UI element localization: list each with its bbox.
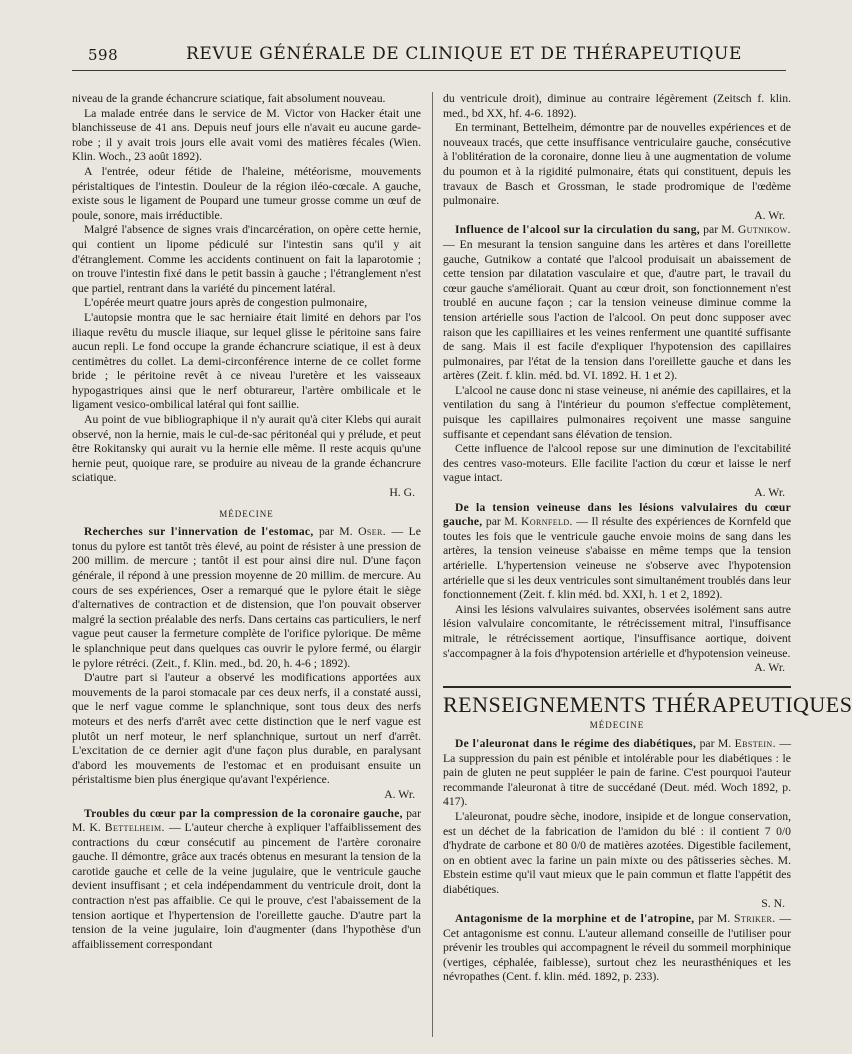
- article-title: Recherches sur l'innervation de l'estomac,: [84, 526, 314, 539]
- signature: A. Wr.: [754, 208, 785, 222]
- author-prefix: par M.: [698, 912, 731, 926]
- signature: S. N.: [761, 897, 785, 911]
- article: [72, 807, 421, 953]
- signature: A. Wr.: [754, 661, 785, 675]
- page-number: 598: [88, 46, 119, 64]
- author-name: Ebstein.: [734, 736, 776, 750]
- paragraph: L'opérée meurt quatre jours après de congestion pulmonaire,: [84, 296, 368, 310]
- section-heading: RENSEIGNEMENTS THÉRAPEUTIQUES: [443, 686, 791, 713]
- author-prefix: par M. K.: [72, 806, 421, 835]
- author-name: Kornfeld.: [520, 515, 573, 529]
- author-prefix: par M.: [699, 736, 732, 750]
- author-name: Oser.: [358, 525, 387, 539]
- author-name: Bettelheim.: [104, 821, 165, 835]
- paragraph: A l'entrée, odeur fétide de l'haleine, météorisme, mouvements péristaltiques de l'intestin. Douleur de la région iléo-cœcale. A gauche, existe sous le ligament de Poupard une tumeur grosse comme un œuf de poule, sonore, mais irréductible.: [72, 164, 421, 222]
- article: [443, 501, 791, 603]
- article: [72, 525, 421, 671]
- paragraph: Au point de vue bibliographique il n'y aurait qu'à citer Klebs qui aurait observé, non la hernie, mais le cul-de-sac péritonéal qui y prélude, et peut être Rokitansky qui aurait vu la hernie elle même. Il reste acquis qu'une hernie peut, quoique rare, se produire au niveau de la grande échancrure sciatique.: [72, 413, 421, 485]
- article: [443, 223, 791, 384]
- paragraph: niveau de la grande échancrure sciatique, fait absolument nouveau.: [72, 92, 386, 105]
- article-text: — Cet antagonisme est connu. L'auteur allemand conseille de l'utiliser pour prévenir les troubles qui accompagnent le réveil du sommeil morphinique (vertiges, céphalée, faiblesse), surtout chez les neurasthéniques et les névropathes (Cent. f. klin. méd. 1892, p. 233).: [443, 912, 792, 984]
- paragraph: Cette influence de l'alcool repose sur une diminution de l'excitabilité des centres vaso-moteurs. Elle facilite l'action du cœur et laisse le nerf vague intact.: [443, 442, 791, 485]
- article-title: Troubles du cœur par la compression de la coronaire gauche,: [84, 807, 403, 820]
- author-name: Gutnikow.: [737, 223, 791, 237]
- paragraph: Malgré l'absence de signes vrais d'incarcération, on opère cette hernie, qui contient un lipome pédiculé sur l'intestin sans qu'il y ait d'étranglement. Comme les accidents continuent on fait la laparotomie ; on trouve l'intestin fixé dans le petit bassin à gauche ; l'étranglement n'est que partiel, rentrant dans la variété du pincement latéral.: [72, 223, 421, 295]
- article-title: De la tension veineuse dans les lésions valvulaires du cœur gauche,: [443, 501, 791, 529]
- paragraph: En terminant, Bettelheim, démontre par de nouvelles expériences et de nouveaux tracés, que cette insuffisance ventriculaire gauche, consécutive à l'oblitération de la coronaire, donne lieu à une augmentation de volume du poumon et à la rigidité pulmonaire, états qui constituent, depuis les travaux de Basch et Grossman, le stade prodromique de l'œdème pulmonaire.: [443, 121, 791, 208]
- signature: H. G.: [389, 486, 415, 500]
- author-prefix: par M.: [318, 525, 353, 539]
- column-divider: [432, 92, 433, 1037]
- author-prefix: par M.: [703, 223, 735, 237]
- article-title: Influence de l'alcool sur la circulation du sang,: [455, 224, 700, 237]
- paragraph: L'alcool ne cause donc ni stase veineuse, ni anémie des capillaires, et la ventilation du sang à l'intérieur du poumon s'effectue complètement, puisque les capillaires pulmonaires reçoivent une masse sanguine suffisante et cependant sans élévation de tension.: [443, 383, 791, 441]
- article: [443, 737, 791, 810]
- paragraph: D'autre part si l'auteur a observé les modifications apportées aux mouvements de la paroi stomacale par ces deux nerfs, il a constaté aussi, que le nerf vague comme le splanchnique, sont tous deux des nerfs moteurs et des nerfs d'arrêt avec cette distinction que le nerf vague est plutôt un nerf moteur, le nerf splanchnique, surtout un nerf d'arrêt. L'excitation de ce dernier agit d'une façon plus durable, en paralysant d'abord les mouvements de l'estomac et en produisant ensuite un péristaltisme bien plus énergique qu'avant l'expérience.: [72, 671, 421, 787]
- paragraph: L'aleuronat, poudre sèche, inodore, insipide et de longue conservation, est un déchet de la fabrication de l'amidon du blé : il contient 7 0/0 d'hydrate de carbone et 80 0/0 de matières azotées. Digestible facilement, on en obtient avec la farine un pain mixte ou des pâtisseries sèches. M. Ebstein estime qu'il vaut mieux que le pain commun et flatte l'appétit des diabétiques.: [443, 809, 791, 896]
- section-label: MÉDECINE: [219, 508, 274, 519]
- article: [443, 912, 791, 985]
- paragraph: Ainsi les lésions valvulaires suivantes, observées isolément sans autre lésion valvulaire concomitante, le rétrécissement mitral, l'insuffisance mitrale, le rétrécissement aortique, l'insuffisance aortique, doivent s'accompagner à la fois d'hypotension artérielle et d'hypotension veineuse.: [443, 602, 791, 660]
- running-head: REVUE GÉNÉRALE DE CLINIQUE ET DE THÉRAPEUTIQUE: [186, 44, 742, 64]
- header-rule: [72, 70, 786, 71]
- author-prefix: par M.: [485, 515, 518, 529]
- article-title: Antagonisme de la morphine et de l'atropine,: [455, 913, 695, 926]
- author-name: Striker.: [734, 912, 776, 926]
- article-title: De l'aleuronat dans le régime des diabétiques,: [455, 737, 697, 750]
- left-column: [72, 92, 421, 1042]
- page-header: [0, 0, 800, 90]
- article-text: — En mesurant la tension sanguine dans les artères et dans l'oreillette gauche, Gutnikow a contaté que l'alcool produisait un abaissement de cette tension par dilatation vasculaire et que, d'autre part, le travail du cœur gauche s'améliorait. Quant au cœur droit, son fonctionnement n'est troublé en aucune façon ; car la tension veineuse diminue comme la tension artérielle sous l'action de l'alcool. On peut donc supposer avec raison que les capilliaires et les veines renferment une quantité suffisante de sang. Mais il est facile d'expliquer l'hypotension des capillaires pulmonaires, par l'état de la tension dans l'oreillette gauche et dans les artères (Zeit. f. klin. méd. bd. VI. 1892. H. 1 et 2).: [443, 237, 791, 383]
- section-label: MÉDECINE: [589, 720, 645, 731]
- article-text: — La suppression du pain est pénible et intolérable pour les diabétiques : le pain de gluten ne peut suppléer le pain de farine. C'est pourquoi l'auteur recommande l'aleuronat à titre de succédané (Deut. méd. Woch 1892, p. 417).: [443, 736, 792, 809]
- paragraph: L'autopsie montra que le sac herniaire était limité en dehors par l'os iliaque revêtu du muscle iliaque, sur lequel glisse le péritoine sans faire aucun repli. Le fond occupe la grande échancrure sciatique, il est à deux centimètres du collet. La demi-circonférence interne de ce collet forme bride ; le péritoine revêt à ce niveau l'uretère et les vaisseaux hypogastriques ainsi que le nerf obturareur, l'artère ombilicale et le ligament vesico-ombilical latéral qui font saillie.: [72, 310, 421, 412]
- right-column: [443, 92, 852, 1042]
- signature: A. Wr.: [384, 787, 415, 801]
- paragraph: La malade entrée dans le service de M. Victor von Hacker était une blanchisseuse de 41 ans. Depuis neuf jours elle n'avait eu aucune garde-robe ; il y avait trois jours elle avait vomi des matières fécales (Wien. Klin. Woch., 23 août 1892).: [72, 106, 421, 164]
- paragraph: du ventricule droit), diminue au contraire légèrement (Zeitsch f. klin. med., bd XX, hf. 4-6. 1892).: [443, 92, 791, 120]
- signature: A. Wr.: [754, 486, 785, 500]
- article-text: — Le tonus du pylore est tantôt très élevé, au point de résister à une pression de 200 millim. de mercure ; tantôt il est pour ainsi dire nul. D'une façon générale, il répond à une pression moyenne de 20 millim. de mercure. Au cours de ses expériences, Oser a remarqué que le pylore était le siège d'alternatives de contraction et de distension, que l'on pouvait observer malgré la section préalable des nerfs. Dans certains cas particuliers, le nerf vague peut causer la fermeture complète de l'orifice pylorique. De même le splanchnique peut dans quelques cas ouvrir le pylore fermé, ou élargir le pylore rétréci. (Zeit., f. Klin. med., bd. 20, h. 4-6 ; 1892).: [72, 525, 421, 670]
- article-text: — L'auteur cherche à expliquer l'affaiblissement des contractions du cœur consécutif au pincement de l'artère coronaire gauche. Il démontre, grâce aux tracés obtenus en mesurant la tension de la carotide gauche et celle de la veine jugulaire, que le ventricule gauche devient insuffisant ; et cela indépendamment du ventricule droit, dont la contraction n'est pas affaiblie. Ce qui le prouve, c'est l'abaissement de la tension aortique et l'hypertension de l'oreillette gauche. D'autre part la tension de la veine jugulaire, loin d'augmenter (dans l'hypothèse d'un affaiblissement correspondant: [72, 821, 422, 951]
- article-text: — Il résulte des expériences de Kornfeld que toutes les fois que le ventricule gauche envoie moins de sang dans les artères, la tension veineuse s'abaisse en même temps que la tension artérielle. L'hypertension veineuse ne s'observe avec l'hypotension artérielle que si les deux ventricules sont simultanément troublés dans leur fonctionnement (Zeit. f. klin méd. bd. XXI, h. 1 et 2, 1892).: [443, 515, 792, 602]
